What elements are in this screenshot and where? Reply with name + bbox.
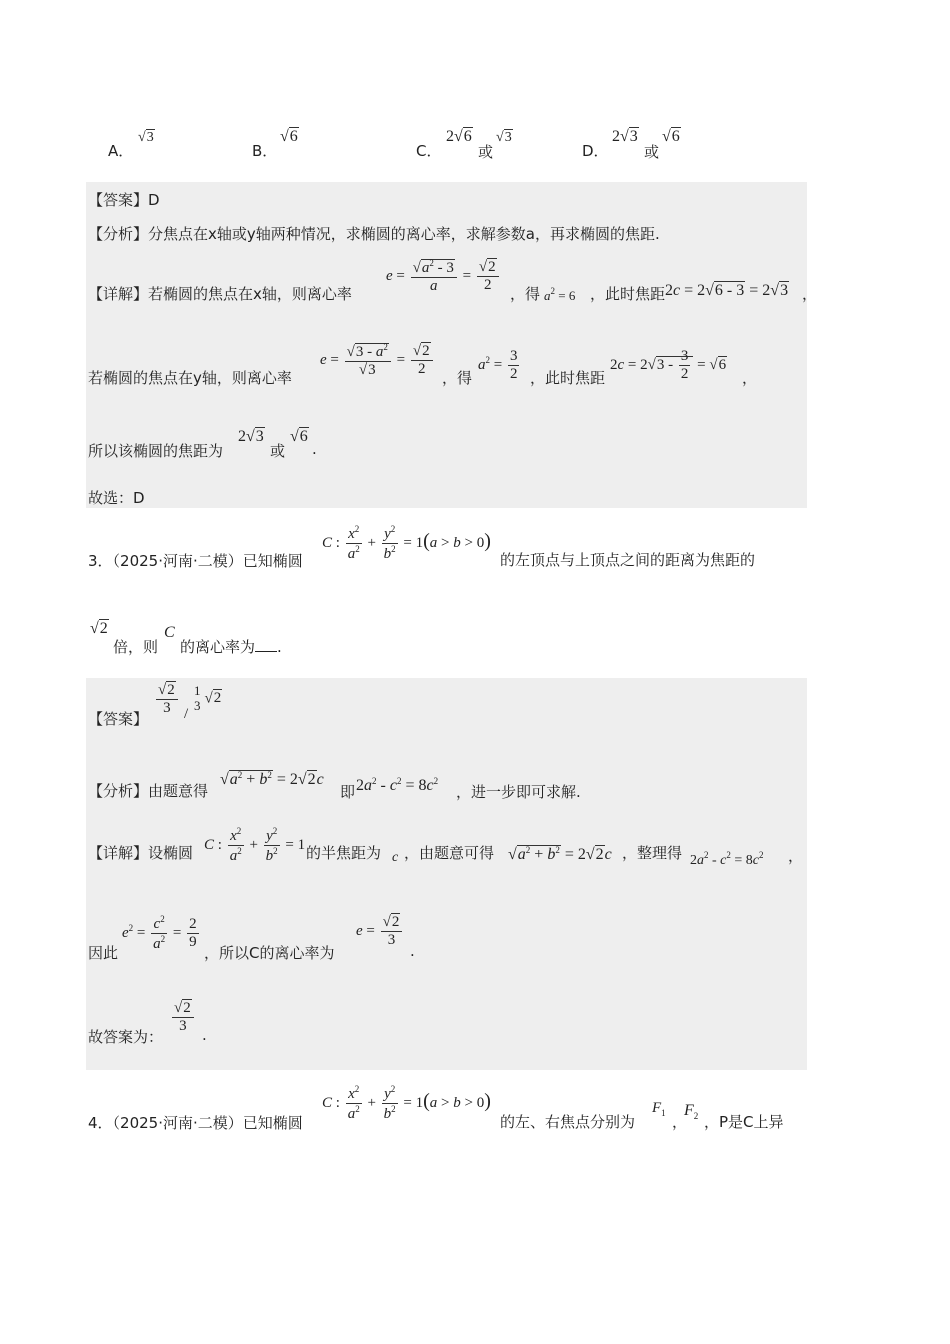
- q3-stem-prefix: 已知椭圆: [242, 552, 303, 570]
- q3-detail-c: c: [392, 850, 399, 865]
- q3-analysis-label: 【分析】: [88, 782, 149, 800]
- q2-eccentricity-y-eq: e = $\frac{√3 - a^2}{√3}$ = $\frac{√2}{2}$: [320, 342, 435, 380]
- q2-detail2-end: ，: [742, 369, 758, 387]
- q3-detail-mid2: ，由题意可得: [404, 844, 495, 862]
- q3-detail-eq2: $√a^2 + b^2 = 2√2c$: [508, 845, 612, 863]
- option-d-or: 或: [644, 143, 660, 161]
- q2-focal-x-eq: 2c = 2√6 - 3 = 2√3: [665, 282, 789, 299]
- q3-detail: [88, 842, 193, 863]
- q2-detail1-prefix: 若椭圆的焦点在x轴，则离心率: [148, 285, 352, 303]
- q3-detail-label: 【详解】: [88, 844, 149, 862]
- option-b-value: √6: [280, 128, 298, 145]
- q3-answer-sep: /: [184, 706, 189, 722]
- q3-number: 3．: [88, 552, 113, 570]
- q3-final-value: $\frac{√2}{3}$: [170, 1000, 196, 1036]
- q3-answer-v1: $\frac{√2}{3}$: [154, 682, 180, 718]
- option-c-or: 或: [478, 143, 494, 161]
- option-c-value1: 2√6: [446, 128, 472, 145]
- q2-choice: [88, 487, 145, 508]
- q2-choice-label: 故选：: [88, 489, 134, 507]
- q2-detail1-mid2: ，此时焦距: [590, 285, 666, 303]
- q3-detail-eq1: C : $\frac{x^2}{a^2}$ + $\frac{y^2}{b^2}$ = 1: [204, 826, 306, 865]
- option-a-value: √3: [138, 130, 154, 145]
- q2-answer-value: D: [148, 191, 160, 209]
- q4-source: （2025·河南·二模）: [112, 1114, 243, 1132]
- q2-conclusion-end: .: [312, 440, 317, 458]
- q3-stem-line2-end: [180, 636, 282, 657]
- q3-analysis-prefix: 由题意得: [148, 782, 209, 800]
- q3-stem-c: C: [164, 624, 175, 641]
- q3-ellipse-eq: C : $\frac{x^2}{a^2}$ + $\frac{y^2}{b^2}$ = 1(a > b > 0): [322, 524, 491, 563]
- q3-hence-eq: $e^2$ = $\frac{c^2}{a^2}$ = $\frac{2}{9}$: [122, 914, 197, 953]
- q2-focal-y-eq: 2c = 2√3 - $\frac{3}{2}$ = √6: [610, 348, 727, 383]
- q2-detail1-end: ，: [802, 285, 818, 303]
- q3-analysis-end: ，进一步即可求解.: [456, 783, 581, 801]
- q2-answer: [88, 189, 160, 210]
- q2-conclusion-prefix: 所以该椭圆的焦距为: [88, 442, 224, 460]
- q2-conclusion-v1: 2√3: [238, 428, 264, 445]
- q4-stem-prefix: 已知椭圆: [242, 1114, 303, 1132]
- q3-detail-mid1: 的半焦距为: [306, 844, 382, 862]
- q3-detail-eq3: $2a^2 - c^2 = 8c^2$: [690, 850, 764, 868]
- q3-hence-mid: ，所以C的离心率为: [204, 944, 335, 962]
- q2-a-squared-6: $a^2 = 6$: [544, 286, 576, 303]
- q2-choice-value: D: [133, 489, 145, 507]
- q2-eccentricity-x-eq: e = $\frac{√a^2 - 3}{a}$ = $\frac{√2}{2}$: [386, 258, 501, 296]
- q4-ellipse-eq: C : $\frac{x^2}{a^2}$ + $\frac{y^2}{b^2}$ = 1(a > b > 0): [322, 1084, 491, 1123]
- q3-final-end: .: [202, 1026, 207, 1044]
- q3-stem-suffix: 的左顶点与上顶点之间的距离为焦距的: [500, 551, 756, 569]
- q2-analysis-text: 分焦点在x轴或y轴两种情况，求椭圆的离心率，求解参数a，再求椭圆的焦距.: [148, 225, 660, 243]
- q4-stem-end: [704, 1111, 784, 1132]
- q2-answer-label: 【答案】: [88, 191, 149, 209]
- q4-sep: ，: [672, 1113, 688, 1131]
- q4-stem-line1: [88, 1112, 303, 1133]
- option-a: [108, 140, 133, 161]
- q3-analysis-mid: 即: [340, 783, 356, 801]
- q3-analysis-eq1: $√a^2 + b^2 = 2√2c$: [220, 770, 324, 788]
- q4-number: 4．: [88, 1114, 113, 1132]
- q3-sqrt2: √2: [90, 620, 108, 637]
- q3-final-label: 故答案为：: [88, 1028, 164, 1046]
- q3-stem-end-text: 的离心率为: [180, 638, 256, 656]
- q3-hence-prefix: 因此: [88, 944, 119, 962]
- q4-stem-mid: 的左、右焦点分别为: [500, 1113, 636, 1131]
- q4-f2: $F_2$: [684, 1102, 699, 1122]
- option-d: [582, 140, 609, 161]
- option-d-value2: √6: [662, 128, 680, 145]
- q3-stem-line1: [88, 550, 303, 571]
- q2-analysis: [88, 223, 660, 244]
- q2-detail-label: 【详解】: [88, 285, 149, 303]
- q3-analysis: [88, 780, 208, 801]
- q3-hence-end: .: [410, 942, 415, 960]
- option-c: [416, 140, 441, 161]
- option-c-label: C．: [416, 142, 442, 160]
- option-b-label: B．: [252, 142, 278, 160]
- q3-source: （2025·河南·二模）: [112, 552, 243, 570]
- q2-detail-line2-prefix: 若椭圆的焦点在y轴，则离心率: [88, 369, 292, 387]
- q3-detail-end: ，: [788, 847, 804, 865]
- option-c-value2: √3: [496, 130, 512, 145]
- q3-stem-line2-text: 倍，则: [113, 638, 159, 656]
- q2-a-squared-3-2: $a^2$ = $\frac{3}{2}$: [478, 348, 518, 383]
- option-a-label: A．: [108, 142, 134, 160]
- q2-analysis-label: 【分析】: [88, 225, 149, 243]
- q3-answer-blank: [255, 651, 277, 652]
- q3-answer-v2: 1 3 √2: [194, 683, 222, 713]
- q2-detail2-mid2: ，此时焦距: [530, 369, 606, 387]
- q2-detail-line1: [88, 283, 352, 304]
- q3-analysis-eq2: $2a^2 - c^2 = 8c^2$: [356, 776, 439, 794]
- q2-detail2-mid: ，得: [442, 369, 473, 387]
- q2-detail1-mid: ，得: [510, 285, 541, 303]
- q3-stem-period: .: [277, 638, 282, 656]
- q2-conclusion-or: 或: [270, 442, 286, 460]
- q3-answer-label: 【答案】: [88, 710, 149, 728]
- option-d-label: D．: [582, 142, 609, 160]
- q2-conclusion-v2: √6: [290, 428, 308, 445]
- q3-detail-mid3: ，整理得: [622, 844, 683, 862]
- option-b: [252, 140, 277, 161]
- q3-detail-prefix: 设椭圆: [148, 844, 194, 862]
- q4-stem-end-text: ，P是C上异: [704, 1113, 784, 1131]
- q4-f1: $F_1$: [652, 1100, 666, 1118]
- option-d-value1: 2√3: [612, 128, 638, 145]
- q3-hence-eq2: e = $\frac{√2}{3}$: [356, 914, 404, 950]
